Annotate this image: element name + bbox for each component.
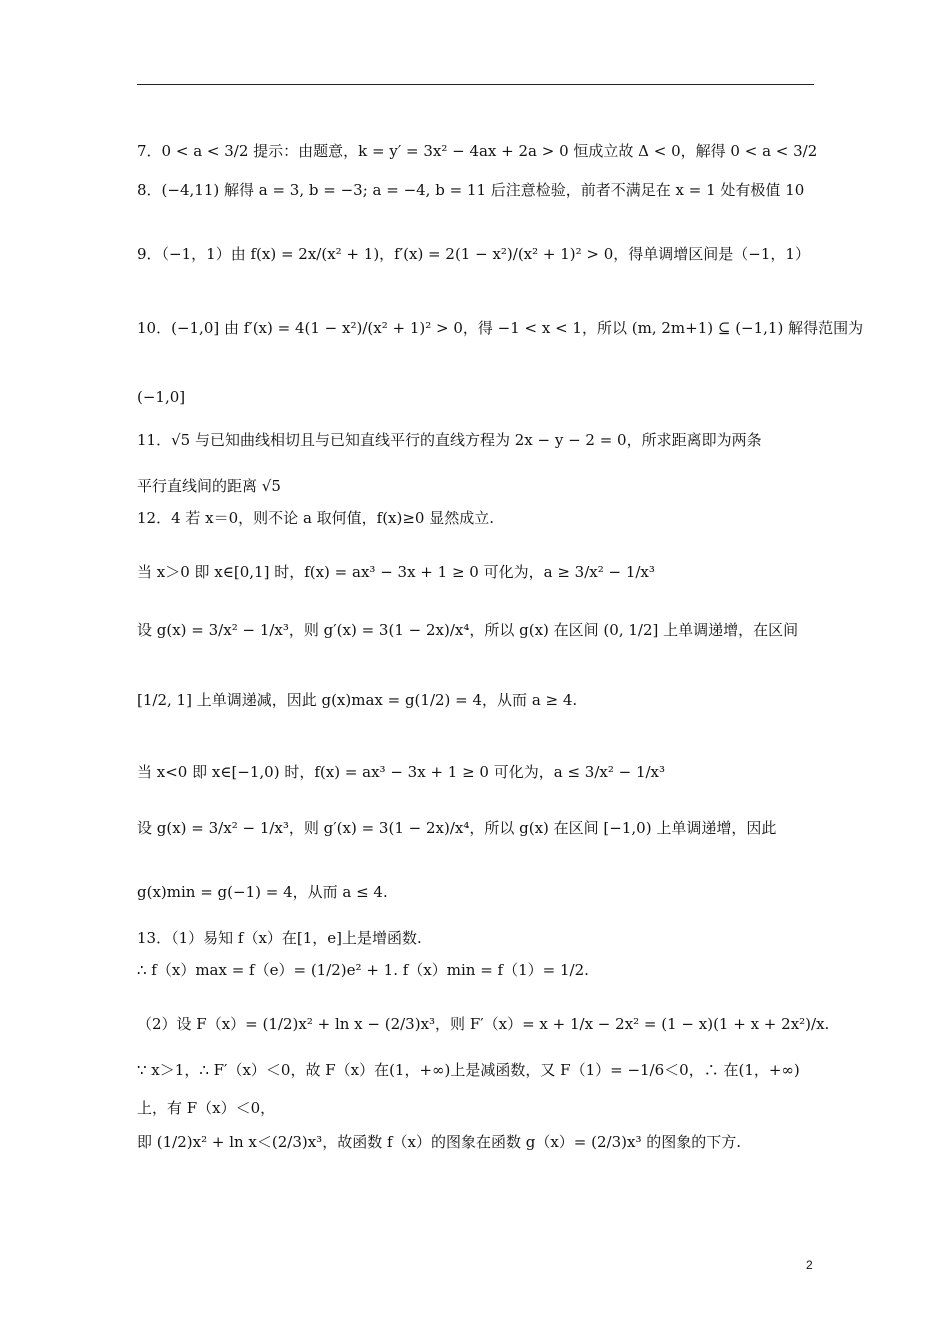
answer-13-conclusion: 即 (1/2)x² + ln x＜(2/3)x³，故函数 f（x）的图象在函数 g（x）= (2/3)x³ 的图象的下方.	[137, 1133, 741, 1151]
answer-13-part2-reason: ∵ x＞1，∴ F′（x）＜0，故 F（x）在(1，+∞)上是减函数，又 F（1）= −1/6＜0，∴ 在(1，+∞)	[137, 1061, 800, 1079]
answer-13-part1: 13．（1）易知 f（x）在[1，e]上是增函数.	[137, 929, 422, 947]
answer-13-part2-cont: 上，有 F（x）＜0，	[137, 1099, 276, 1117]
answer-12-min: g(x)min = g(−1) = 4，从而 a ≤ 4.	[137, 883, 388, 901]
answer-11-cont: 平行直线间的距离 √5	[137, 477, 281, 495]
answer-12-g-def-1: 设 g(x) = 3/x² − 1/x³，则 g′(x) = 3(1 − 2x)/x⁴，所以 g(x) 在区间 (0, 1/2] 上单调递增，在区间	[137, 621, 799, 639]
answer-8: 8．(−4,11) 解得 a = 3, b = −3; a = −4, b = 11 后注意检验，前者不满足在 x = 1 处有极值 10	[137, 181, 805, 199]
answer-13-part2: （2）设 F（x）= (1/2)x² + ln x − (2/3)x³，则 F′（x）= x + 1/x − 2x² = (1 − x)(1 + x + 2x²)/x.	[137, 1015, 830, 1033]
answer-13-part1-result: ∴ f（x）max = f（e）= (1/2)e² + 1. f（x）min = f（1）= 1/2.	[137, 961, 589, 979]
answer-10: 10．(−1,0] 由 f′(x) = 4(1 − x²)/(x² + 1)² > 0，得 −1 < x < 1，所以 (m, 2m+1) ⊆ (−1,1) 解得范围为	[137, 319, 864, 337]
answer-7: 7．0 < a < 3/2 提示：由题意，k = y′ = 3x² − 4ax + 2a > 0 恒成立故 Δ < 0，解得 0 < a < 3/2	[137, 142, 818, 160]
answer-10-cont: (−1,0]	[137, 388, 186, 406]
header-rule	[137, 84, 814, 85]
answer-11: 11．√5 与已知曲线相切且与已知直线平行的直线方程为 2x − y − 2 = 0，所求距离即为两条	[137, 431, 762, 449]
answer-12-case-pos: 当 x＞0 即 x∈[0,1] 时，f(x) = ax³ − 3x + 1 ≥ 0 可化为，a ≥ 3/x² − 1/x³	[137, 563, 655, 581]
answer-12-g-def-2: 设 g(x) = 3/x² − 1/x³，则 g′(x) = 3(1 − 2x)/x⁴，所以 g(x) 在区间 [−1,0) 上单调递增，因此	[137, 819, 777, 837]
answer-12: 12．4 若 x＝0，则不论 a 取何值，f(x)≥0 显然成立.	[137, 509, 495, 527]
answer-12-max: [1/2, 1] 上单调递减，因此 g(x)max = g(1/2) = 4，从而 a ≥ 4.	[137, 691, 578, 709]
answer-12-case-neg: 当 x<0 即 x∈[−1,0) 时，f(x) = ax³ − 3x + 1 ≥ 0 可化为，a ≤ 3/x² − 1/x³	[137, 763, 666, 781]
page-number: 2	[806, 1258, 813, 1272]
answer-9: 9．（−1，1）由 f(x) = 2x/(x² + 1)，f′(x) = 2(1 − x²)/(x² + 1)² > 0，得单调增区间是（−1，1）	[137, 245, 810, 263]
